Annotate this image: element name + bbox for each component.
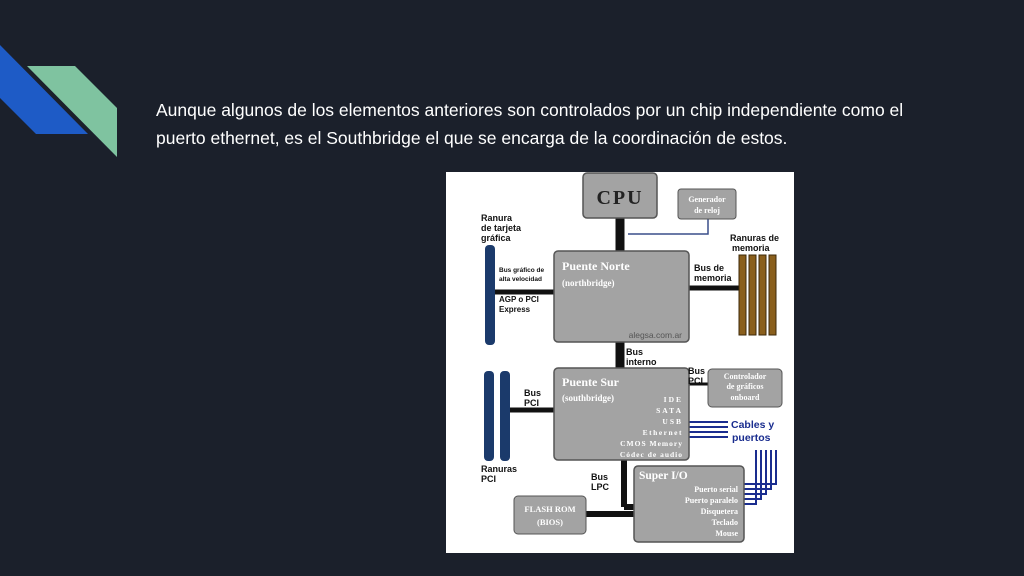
memory-bus-label-2: memoria [694, 273, 732, 283]
onboard-graphics-label-1: Controlador [723, 372, 767, 381]
superio-item: Puerto paralelo [684, 496, 738, 505]
gpu-slot-label-3: gráfica [481, 233, 511, 243]
lpc-bus-label-1: Bus [591, 472, 609, 482]
flashrom-label-1: FLASH ROM [524, 504, 576, 514]
superio-item: Disquetera [700, 507, 738, 516]
clock-label-2: de reloj [694, 206, 720, 215]
superio-item: Teclado [711, 518, 738, 527]
memory-bus-label-1: Bus de [694, 263, 725, 273]
graphics-bus-label-2: alta velocidad [499, 276, 542, 283]
graphics-bus-label-4: Express [499, 305, 531, 314]
southbridge-item: CMOS Memory [620, 439, 683, 448]
pci-bus-left-label-1: Bus [524, 388, 542, 398]
onboard-graphics-label-3: onboard [730, 393, 760, 402]
clock-label-1: Generador [688, 195, 726, 204]
graphics-bus-label-3: AGP o PCI [499, 295, 539, 304]
flashrom-label-2: (BIOS) [537, 517, 563, 527]
superio-title: Super I/O [639, 470, 688, 482]
northbridge-title: Puente Norte [562, 259, 630, 273]
southbridge-item: Códec de audio [619, 450, 683, 459]
slide-body-text: Aunque algunos de los elementos anteriores son controlados por un chip independiente como el puerto ethernet, es el Southbridge el que se encarga de la coordinación de estos. [156, 100, 904, 148]
superio-item: Puerto serial [694, 485, 738, 494]
pci-slots-label-1: Ranuras [481, 464, 518, 474]
cables-label-1: Cables y [731, 419, 775, 431]
memory-slot-bars [739, 255, 776, 335]
clock-link-line [628, 218, 708, 234]
pci-bus-right-label-1: Bus [688, 366, 706, 376]
northbridge-watermark: alegsa.com.ar [628, 330, 682, 340]
pci-bus-left-label-2: PCI [524, 398, 540, 408]
pci-bus-right-label-2: PCI [688, 376, 704, 386]
southbridge-item: SATA [656, 406, 683, 415]
cables-label-2: puertos [732, 432, 771, 444]
cpu-label: CPU [596, 187, 644, 209]
southbridge-item: USB [662, 417, 683, 426]
southbridge-item: Ethernet [642, 428, 683, 437]
flashrom-box [514, 496, 586, 534]
superio-item: Mouse [715, 529, 738, 538]
chipset-diagram [446, 172, 794, 553]
pci-slots-label-2: PCI [481, 474, 497, 484]
internal-bus-label-2: interno [626, 357, 657, 367]
lpc-bus-label-2: LPC [591, 482, 609, 492]
internal-bus-label-1: Bus [626, 347, 644, 357]
northbridge-subtitle: (northbridge) [562, 278, 615, 288]
memory-slots-label-2: memoria [732, 243, 770, 253]
southbridge-title: Puente Sur [562, 375, 619, 389]
graphics-bus-label-1: Bus gráfico de [499, 267, 545, 274]
pci-slot-bar [500, 371, 510, 461]
corner-decoration [0, 0, 130, 170]
gpu-slot-bar [485, 245, 495, 345]
gpu-slot-label-1: Ranura [481, 213, 513, 223]
gpu-slot-label-2: de tarjeta [481, 223, 522, 233]
southbridge-subtitle: (southbridge) [562, 393, 615, 403]
memory-slots-label-1: Ranuras de [730, 233, 780, 243]
pci-slot-bar [484, 371, 494, 461]
southbridge-item: IDE [663, 395, 683, 404]
onboard-graphics-label-2: de gráficos [726, 382, 764, 391]
